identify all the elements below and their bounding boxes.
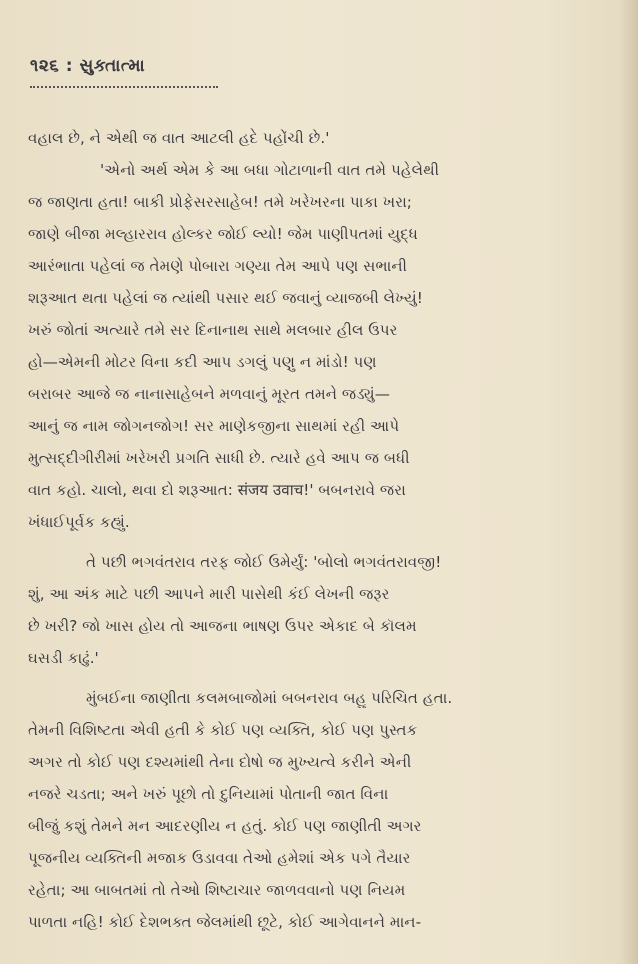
text-line-18: મુંબઈના જાણીતા કલમબાજોમાં બબનરાવ બહુ પરિચિત હતા. xyxy=(86,689,453,707)
text-line-22: બીજું કશું તેમને મન આદરણીય ન હતું. કોઈ પણ જાણીતી અગર xyxy=(28,817,422,835)
page-edge-shadow xyxy=(620,0,638,964)
text-line-4: જાણે બીજા મલ્હારરાવ હોલ્કર જોઈ લ્યો! જેમ પાણીપતમાં યુદ્ધ xyxy=(28,225,418,243)
text-line-7: ખરું જોતાં અત્યારે તમે સર દિનાનાથ સાથે મલબાર હીલ ઉપર xyxy=(28,321,398,339)
text-line-11: મુત્સદ્દીગીરીમાં ખરેખરી પ્રગતિ સાધી છે. ત્યારે હવે આપ જ બધી xyxy=(28,449,410,467)
text-line-1: વહાલ છે, ને એથી જ વાત આટલી હદે પહોંચી છે.' xyxy=(28,129,330,147)
text-line-13: ખંધાઈપૂર્વક કહ્યું. xyxy=(28,513,130,531)
text-line-2: 'એનો અર્થ એમ કે આ બધા ગોટાળાની વાત તમે પહેલેથી xyxy=(100,161,440,179)
text-line-24: રહેતા; આ બાબતમાં તો તેઓ શિષ્ટાચાર જાળવવાનો પણ નિયમ xyxy=(28,881,406,899)
text-line-15: શું, આ અંક માટે પછી આપને મારી પાસેથી કંઈ લેખની જરૂર xyxy=(28,585,390,603)
text-line-9: બરાબર આજે જ નાનાસાહેબને મળવાનું મૂરત તમને જડ્યું— xyxy=(28,385,390,403)
text-line-14: તે પછી ભગવંતરાવ તરફ જોઈ ઉમેર્યું: 'બોલો ભગવંતરાવજી! xyxy=(86,553,442,571)
text-line-25: પાળતા નહિ! કોઈ દેશભક્ત જેલમાંથી છૂટે, કોઈ આગેવાનને માન- xyxy=(28,913,422,931)
text-line-20: અગર તો કોઈ પણ દશ્યમાંથી તેના દોષો જ મુખ્યત્વે કરીને એની xyxy=(28,753,412,771)
header-underline xyxy=(30,82,218,88)
text-line-5: આરંભાતા પહેલાં જ તેમણે પોબારા ગણ્યા તેમ આપે પણ સભાની xyxy=(28,257,407,275)
text-line-17: ઘસડી કાઢું.' xyxy=(28,649,99,667)
page-header: ૧૨૬ : સુક્તાત્મા xyxy=(30,56,146,76)
text-line-12: વાત કહો. ચાલો, થવા દો શરૂઆત: संजय उवाच!' બબનરાવે જરા xyxy=(28,481,406,499)
text-line-10: આનું જ નામ જોગનજોગ! સર માણેકજીના સાથમાં રહી આપે xyxy=(28,417,400,435)
text-line-6: શરૂઆત થતા પહેલાં જ ત્યાંથી પસાર થઈ જવાનું વ્યાજબી લેખ્યું! xyxy=(28,289,423,307)
text-line-8: હો—એમની મોટર વિના કદી આપ ડગલું પણુ ન માંડો! પણ xyxy=(28,353,377,371)
text-line-23: પૂજનીય વ્યક્તિની મજાક ઉડાવવા તેઓ હમેશાં એક પગે તૈયાર xyxy=(28,849,411,867)
text-line-16: છે ખરી? જો ખાસ હોય તો આજના ભાષણ ઉપર એકાદ બે કૉલમ xyxy=(28,617,417,635)
text-line-3: જ જાણતા હતા! બાકી પ્રોફેસરસાહેબ! તમે ખરેખરના પાકા ખરા; xyxy=(28,193,412,211)
text-line-19: તેમની વિશિષ્ટતા એવી હતી કે કોઈ પણ વ્યક્તિ, કોઈ પણ પુસ્તક xyxy=(28,721,418,739)
text-line-21: નજરે ચડતા; અને ખરું પૂછો તો દુનિયામાં પોતાની જાત વિના xyxy=(28,785,389,803)
